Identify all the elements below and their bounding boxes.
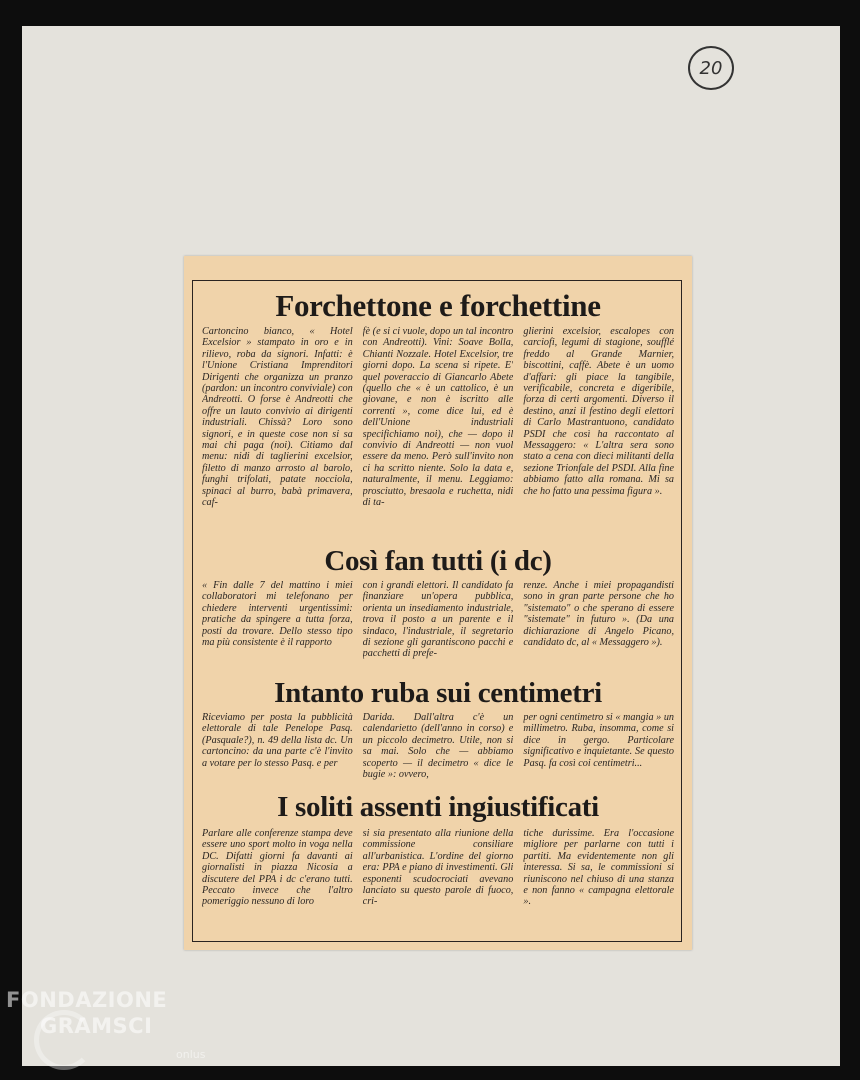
article-column: glierini excelsior, escalopes con carciofi, legumi di stagione, soufflé freddo al Grande Marnier, biscottini, caffè. Abete è un uomo d'affari: gli piace la tangibile, verificabile, concreta e digeribile, forza di certi argomenti. Diverso il destino, anzi il festino degli elettori di Carlo Mastrantuono, candidato PSDI che così ha raccontato al Messaggero: « L'altra sera sono stato a cena con dieci militanti della sezione Trionfale del PSDI. Alla fine abbiamo fatto alla romana. Mi sa che ho fatto una pessima figura ». bbox=[523, 326, 675, 497]
page-number: 20 bbox=[699, 57, 723, 79]
article-headline: Così fan tutti (i dc) bbox=[324, 545, 552, 577]
article-columns bbox=[202, 326, 674, 542]
article-column: per ogni centimetro si « mangia » un millimetro. Ruba, insomma, come si dice in gergo. Particolare significativo e inquietante. Se questo Pasq. fa così coi centimetri... bbox=[523, 712, 675, 769]
article-column: con i grandi elettori. Il candidato fa finanziare un'opera pubblica, orienta un insediamento industriale, trova il posto a un parente e il sindaco, l'industriale, il segretario di sezione gli garantiscono pacchi e pacchetti di prefe- bbox=[362, 580, 514, 660]
article-headline: Forchettone e forchettine bbox=[275, 288, 601, 323]
newspaper-clipping bbox=[184, 256, 692, 950]
article-column: Cartoncino bianco, « Hotel Excelsior » stampato in oro e in rilievo, roba da signori. Infatti: è l'Unione Cristiana Imprenditori Dirigenti che organizza un pranzo (pardon: un incontro conviviale) con Andreotti. O forse è Andreotti che offre un lauto convivio ai dirigenti industriali. Chissà? Loro sono signori, e in queste cose non si sa mai chi paga (noi). Citiamo dal menu: nidi di taglierini excelsior, filetto di manzo arrosto al barolo, funghi trifolati, patate nocciola, spinaci al burro, babà primavera, caf- bbox=[202, 326, 353, 509]
article-columns bbox=[202, 712, 674, 792]
page-number-stamp bbox=[688, 46, 734, 90]
article-headline: I soliti assenti ingiustificati bbox=[277, 791, 599, 823]
article-forchettone bbox=[184, 286, 692, 326]
article-column: « Fin dalle 7 del mattino i miei collaboratori mi telefonano per chiedere interventi urgentissimi: pratiche da spingere a tutta forza, posti da trovare. Dello stesso tipo ma più consistente è il rapporto bbox=[202, 580, 353, 649]
article-column: tiche durissime. Era l'occasione migliore per parlarne con tutti i partiti. Ma evidentemente non gli interessa. Si sa, le commissioni si riuniscono nel chiuso di una stanza e non fanno « campagna elettorale ». bbox=[523, 828, 675, 908]
watermark-line1: FONDAZIONE bbox=[6, 988, 168, 1012]
article-cosi-fan-tutti bbox=[184, 542, 692, 580]
article-columns bbox=[202, 828, 674, 938]
article-column: renze. Anche i miei propagandisti sono in gran parte persone che ho "sistemato" o che sperano di essere "sistemate" in futuro ». (Da una dichiarazione di Angelo Picano, candidato dc, al « Messaggero »). bbox=[523, 580, 675, 649]
article-soliti-assenti bbox=[184, 788, 692, 826]
article-headline: Intanto ruba sui centimetri bbox=[274, 677, 602, 709]
article-column: Darida. Dall'altra c'è un calendarietto (dell'anno in corso) e un piccolo decimetro. Utile, non si sa mai. Solo che — abbiamo scoperto — il decimetro « dice le bugie »: ovvero, bbox=[362, 712, 514, 781]
article-column: Parlare alle conferenze stampa deve essere uno sport molto in voga nella DC. Difatti giorni fa davanti ai giornalisti in piazza Nicosia a discutere del PPA i dc c'erano tutti. Peccato invece che l'altro pomeriggio nessuno di loro bbox=[202, 828, 353, 908]
article-columns bbox=[202, 580, 674, 672]
article-column: fè (e si ci vuole, dopo un tal incontro con Andreotti). Vini: Soave Bolla, Chianti Nozzale. Hotel Excelsior, tre giorni dopo. La scena si ripete. E' quel poveraccio di Giancarlo Abete (quello che « è un cattolico, è un giovane, e non è iscritto alle correnti », come dice lui, ed è dell'Unione industriali specifichiamo noi), che — dopo il convivio di Andreotti — non vuol essere da meno. Però sull'invito non ci ha scritto niente. Solo la data e, naturalmente, il menu. Leggiamo: prosciutto, bresaola e ruchetta, nidi di ta- bbox=[362, 326, 514, 509]
article-column: Riceviamo per posta la pubblicità elettorale di tale Penelope Pasq. (Pasquale?), n. 49 della lista dc. Un cartoncino: da una parte c'è l'invito a votare per lo stesso Pasq. e per bbox=[202, 712, 353, 769]
article-intanto-ruba bbox=[184, 674, 692, 712]
watermark-suffix: onlus bbox=[176, 1048, 206, 1061]
article-column: si sia presentato alla riunione della commissione consiliare all'urbanistica. L'ordine del giorno era: PPA e piano di investimenti. Gli esponenti scudocrociati avevano lanciato su questo parole di fuoco, cri- bbox=[362, 828, 514, 908]
watermark-line2: GRAMSCI bbox=[40, 1014, 153, 1038]
